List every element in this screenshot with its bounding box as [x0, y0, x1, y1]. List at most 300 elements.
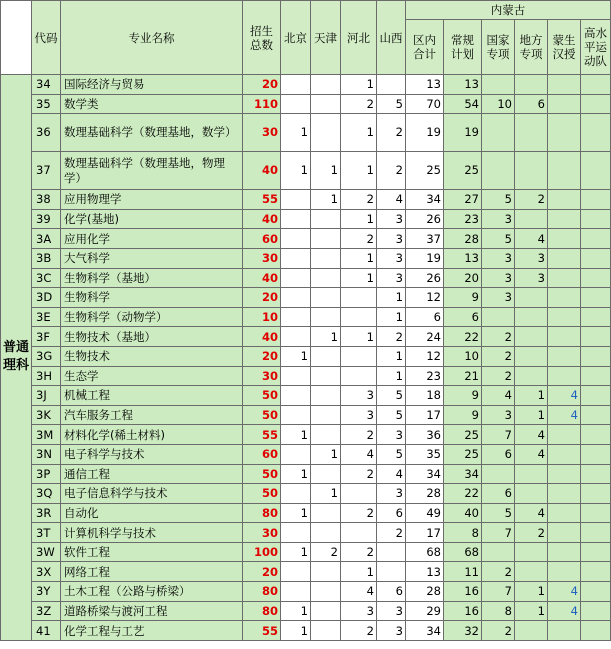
cell-national: 7	[482, 582, 515, 602]
cell-mongol: 4	[548, 601, 581, 621]
cell-quota: 110	[243, 94, 281, 114]
cell-code: 36	[32, 114, 61, 152]
table-row	[1, 621, 611, 641]
cell-quota: 20	[243, 75, 281, 95]
cell-tj	[311, 268, 341, 288]
table-row	[1, 523, 611, 543]
cell-national: 6	[482, 444, 515, 464]
cell-hb: 2	[341, 542, 377, 562]
table-row	[1, 601, 611, 621]
cell-hb: 2	[341, 229, 377, 249]
cell-regular: 27	[444, 190, 482, 210]
table-row	[1, 268, 611, 288]
cell-name: 软件工程	[61, 542, 243, 562]
cell-code: 3D	[32, 288, 61, 308]
cell-regular: 54	[444, 94, 482, 114]
cell-name: 数理基础科学（数理基地，物理学）	[61, 152, 243, 190]
cell-code: 3M	[32, 425, 61, 445]
table-body	[1, 75, 611, 641]
cell-quota: 55	[243, 190, 281, 210]
cell-code: 3R	[32, 503, 61, 523]
cell-name: 生物科学	[61, 288, 243, 308]
cell-name: 计算机科学与技术	[61, 523, 243, 543]
cell-sport	[581, 209, 611, 229]
cell-national: 3	[482, 248, 515, 268]
cell-hb	[341, 484, 377, 504]
cell-mongol	[548, 542, 581, 562]
cell-sport	[581, 327, 611, 347]
cell-national: 7	[482, 523, 515, 543]
cell-sx: 3	[377, 248, 406, 268]
table-row	[1, 405, 611, 425]
header-quota: 招生总数	[243, 1, 281, 75]
cell-code: 3J	[32, 386, 61, 406]
table-row	[1, 562, 611, 582]
cell-mongol	[548, 484, 581, 504]
cell-name: 电子科学与技术	[61, 444, 243, 464]
table-row	[1, 425, 611, 445]
cell-total: 34	[406, 621, 444, 641]
cell-hb	[341, 346, 377, 366]
table-row	[1, 307, 611, 327]
cell-tj	[311, 94, 341, 114]
cell-sport	[581, 542, 611, 562]
cell-local: 2	[515, 523, 548, 543]
cell-national: 2	[482, 562, 515, 582]
cell-mongol	[548, 425, 581, 445]
cell-bj: 1	[281, 621, 311, 641]
cell-mongol: 4	[548, 582, 581, 602]
cell-hb: 3	[341, 405, 377, 425]
cell-local: 1	[515, 386, 548, 406]
cell-total: 26	[406, 209, 444, 229]
header-shanxi: 山西	[377, 1, 406, 75]
cell-name: 大气科学	[61, 248, 243, 268]
cell-code: 41	[32, 621, 61, 641]
cell-regular: 23	[444, 209, 482, 229]
cell-quota: 50	[243, 386, 281, 406]
cell-sx	[377, 75, 406, 95]
cell-total: 34	[406, 190, 444, 210]
cell-sport	[581, 484, 611, 504]
cell-total: 13	[406, 75, 444, 95]
cell-bj	[281, 229, 311, 249]
cell-regular: 32	[444, 621, 482, 641]
header-nm-total: 区内合计	[406, 20, 444, 75]
cell-local: 6	[515, 94, 548, 114]
cell-sport	[581, 444, 611, 464]
cell-sx: 5	[377, 386, 406, 406]
cell-code: 3Z	[32, 601, 61, 621]
cell-local	[515, 327, 548, 347]
cell-regular: 6	[444, 307, 482, 327]
cell-regular: 25	[444, 152, 482, 190]
cell-mongol	[548, 503, 581, 523]
cell-quota: 30	[243, 248, 281, 268]
header-hebei: 河北	[341, 1, 377, 75]
cell-tj	[311, 386, 341, 406]
header-nm-local: 地方专项	[515, 20, 548, 75]
cell-local: 3	[515, 248, 548, 268]
table-row	[1, 542, 611, 562]
cell-hb: 4	[341, 582, 377, 602]
cell-code: 3B	[32, 248, 61, 268]
cell-sx: 5	[377, 94, 406, 114]
cell-sport	[581, 523, 611, 543]
cell-name: 网络工程	[61, 562, 243, 582]
cell-sx: 1	[377, 366, 406, 386]
cell-bj	[281, 405, 311, 425]
cell-name: 生态学	[61, 366, 243, 386]
cell-total: 17	[406, 405, 444, 425]
cell-local	[515, 464, 548, 484]
cell-sx: 3	[377, 621, 406, 641]
cell-bj	[281, 484, 311, 504]
cell-regular: 34	[444, 464, 482, 484]
cell-tj	[311, 288, 341, 308]
cell-name: 数理基础科学（数理基地，数学）	[61, 114, 243, 152]
cell-regular: 40	[444, 503, 482, 523]
table-row	[1, 484, 611, 504]
table-row	[1, 94, 611, 114]
table-row	[1, 248, 611, 268]
header-blank	[1, 1, 32, 75]
cell-code: 38	[32, 190, 61, 210]
cell-bj	[281, 582, 311, 602]
cell-code: 35	[32, 94, 61, 114]
cell-code: 3K	[32, 405, 61, 425]
cell-national: 5	[482, 503, 515, 523]
cell-tj	[311, 75, 341, 95]
cell-sx: 3	[377, 484, 406, 504]
cell-bj: 1	[281, 542, 311, 562]
cell-name: 生物科学（基地）	[61, 268, 243, 288]
cell-quota: 80	[243, 601, 281, 621]
cell-tj	[311, 229, 341, 249]
cell-bj	[281, 288, 311, 308]
cell-hb: 1	[341, 248, 377, 268]
cell-name: 材料化学(稀土材料)	[61, 425, 243, 445]
cell-quota: 55	[243, 425, 281, 445]
cell-quota: 80	[243, 503, 281, 523]
cell-national: 3	[482, 209, 515, 229]
cell-hb: 1	[341, 562, 377, 582]
cell-bj: 1	[281, 114, 311, 152]
cell-tj	[311, 621, 341, 641]
cell-sx: 2	[377, 152, 406, 190]
cell-code: 37	[32, 152, 61, 190]
cell-regular: 20	[444, 268, 482, 288]
cell-local	[515, 209, 548, 229]
cell-local	[515, 542, 548, 562]
cell-sport	[581, 503, 611, 523]
cell-tj	[311, 405, 341, 425]
cell-total: 18	[406, 386, 444, 406]
cell-hb: 2	[341, 503, 377, 523]
cell-sport	[581, 425, 611, 445]
cell-local	[515, 114, 548, 152]
cell-local: 2	[515, 190, 548, 210]
cell-total: 25	[406, 152, 444, 190]
cell-name: 化学工程与工艺	[61, 621, 243, 641]
cell-code: 3T	[32, 523, 61, 543]
cell-hb: 1	[341, 268, 377, 288]
table-row	[1, 346, 611, 366]
header-tianjin: 天津	[311, 1, 341, 75]
cell-code: 3E	[32, 307, 61, 327]
cell-national: 2	[482, 346, 515, 366]
cell-tj	[311, 248, 341, 268]
cell-mongol	[548, 307, 581, 327]
cell-name: 汽车服务工程	[61, 405, 243, 425]
cell-sx: 5	[377, 405, 406, 425]
cell-mongol	[548, 523, 581, 543]
cell-quota: 10	[243, 307, 281, 327]
cell-code: 3Q	[32, 484, 61, 504]
cell-sx: 1	[377, 307, 406, 327]
cell-total: 34	[406, 464, 444, 484]
cell-code: 3H	[32, 366, 61, 386]
cell-total: 17	[406, 523, 444, 543]
cell-tj	[311, 601, 341, 621]
cell-mongol	[548, 209, 581, 229]
cell-national: 8	[482, 601, 515, 621]
cell-quota: 40	[243, 268, 281, 288]
cell-sport	[581, 562, 611, 582]
cell-quota: 20	[243, 288, 281, 308]
cell-sx: 1	[377, 346, 406, 366]
cell-sport	[581, 75, 611, 95]
table-row	[1, 114, 611, 152]
cell-bj	[281, 562, 311, 582]
cell-local	[515, 346, 548, 366]
cell-sport	[581, 621, 611, 641]
cell-regular: 13	[444, 75, 482, 95]
cell-code: 3W	[32, 542, 61, 562]
cell-sport	[581, 94, 611, 114]
cell-mongol	[548, 288, 581, 308]
cell-national: 5	[482, 190, 515, 210]
cell-bj: 1	[281, 346, 311, 366]
cell-bj	[281, 94, 311, 114]
cell-quota: 50	[243, 464, 281, 484]
cell-sport	[581, 248, 611, 268]
cell-total: 37	[406, 229, 444, 249]
cell-mongol	[548, 327, 581, 347]
cell-regular: 8	[444, 523, 482, 543]
cell-local	[515, 307, 548, 327]
cell-hb: 2	[341, 621, 377, 641]
cell-name: 土木工程（公路与桥梁）	[61, 582, 243, 602]
cell-hb: 1	[341, 114, 377, 152]
table-row	[1, 152, 611, 190]
cell-hb	[341, 307, 377, 327]
cell-sport	[581, 346, 611, 366]
cell-mongol	[548, 248, 581, 268]
cell-hb: 2	[341, 464, 377, 484]
cell-regular: 13	[444, 248, 482, 268]
cell-local: 3	[515, 268, 548, 288]
cell-quota: 40	[243, 327, 281, 347]
cell-local	[515, 75, 548, 95]
cell-code: 39	[32, 209, 61, 229]
cell-name: 生物技术（基地）	[61, 327, 243, 347]
cell-tj	[311, 464, 341, 484]
cell-total: 12	[406, 288, 444, 308]
cell-total: 19	[406, 248, 444, 268]
cell-name: 生物科学（动物学）	[61, 307, 243, 327]
cell-mongol	[548, 152, 581, 190]
cell-hb	[341, 288, 377, 308]
cell-total: 29	[406, 601, 444, 621]
cell-name: 道路桥梁与渡河工程	[61, 601, 243, 621]
cell-local: 1	[515, 582, 548, 602]
cell-sport	[581, 366, 611, 386]
cell-tj	[311, 503, 341, 523]
cell-mongol	[548, 229, 581, 249]
table-row	[1, 464, 611, 484]
cell-total: 36	[406, 425, 444, 445]
header-nm-mongol: 蒙生汉授	[548, 20, 581, 75]
cell-local	[515, 288, 548, 308]
cell-tj: 1	[311, 327, 341, 347]
category-label: 普通理科	[1, 75, 32, 641]
cell-sx: 2	[377, 523, 406, 543]
header-beijing: 北京	[281, 1, 311, 75]
cell-national: 2	[482, 327, 515, 347]
table-row	[1, 582, 611, 602]
cell-sx: 2	[377, 114, 406, 152]
cell-bj	[281, 327, 311, 347]
cell-sx	[377, 562, 406, 582]
cell-quota: 80	[243, 582, 281, 602]
cell-bj: 1	[281, 601, 311, 621]
cell-sx	[377, 542, 406, 562]
cell-name: 国际经济与贸易	[61, 75, 243, 95]
cell-local: 1	[515, 405, 548, 425]
cell-tj: 1	[311, 152, 341, 190]
cell-total: 70	[406, 94, 444, 114]
cell-name: 机械工程	[61, 386, 243, 406]
cell-total: 26	[406, 268, 444, 288]
cell-regular: 25	[444, 425, 482, 445]
cell-national: 6	[482, 484, 515, 504]
cell-national	[482, 464, 515, 484]
table-header	[1, 1, 611, 75]
cell-tj	[311, 425, 341, 445]
cell-name: 应用物理学	[61, 190, 243, 210]
cell-hb: 2	[341, 94, 377, 114]
table-row	[1, 75, 611, 95]
table-row	[1, 190, 611, 210]
table-row	[1, 327, 611, 347]
cell-quota: 60	[243, 229, 281, 249]
header-name: 专业名称	[61, 1, 243, 75]
cell-local	[515, 621, 548, 641]
cell-quota: 20	[243, 346, 281, 366]
cell-sx: 3	[377, 601, 406, 621]
cell-tj	[311, 209, 341, 229]
cell-local: 4	[515, 425, 548, 445]
cell-bj: 1	[281, 503, 311, 523]
cell-sport	[581, 229, 611, 249]
cell-sx: 3	[377, 229, 406, 249]
cell-quota: 50	[243, 405, 281, 425]
cell-mongol	[548, 268, 581, 288]
cell-mongol	[548, 444, 581, 464]
cell-local: 4	[515, 229, 548, 249]
header-code: 代码	[32, 1, 61, 75]
cell-hb: 4	[341, 444, 377, 464]
cell-bj	[281, 386, 311, 406]
cell-quota: 40	[243, 209, 281, 229]
cell-hb: 2	[341, 425, 377, 445]
cell-code: 3F	[32, 327, 61, 347]
cell-regular: 19	[444, 114, 482, 152]
header-nm-regular: 常规计划	[444, 20, 482, 75]
cell-mongol	[548, 75, 581, 95]
cell-bj	[281, 75, 311, 95]
cell-mongol	[548, 464, 581, 484]
cell-sport	[581, 601, 611, 621]
cell-local: 4	[515, 503, 548, 523]
cell-hb	[341, 366, 377, 386]
cell-name: 生物技术	[61, 346, 243, 366]
cell-hb	[341, 523, 377, 543]
cell-regular: 9	[444, 288, 482, 308]
table-row	[1, 288, 611, 308]
cell-national: 3	[482, 288, 515, 308]
cell-quota: 20	[243, 562, 281, 582]
cell-national	[482, 307, 515, 327]
cell-national: 2	[482, 621, 515, 641]
cell-national: 3	[482, 268, 515, 288]
cell-sx: 3	[377, 268, 406, 288]
cell-hb: 1	[341, 209, 377, 229]
cell-national: 4	[482, 386, 515, 406]
cell-mongol	[548, 346, 581, 366]
cell-local: 1	[515, 601, 548, 621]
cell-tj	[311, 523, 341, 543]
cell-regular: 68	[444, 542, 482, 562]
cell-bj	[281, 268, 311, 288]
cell-national	[482, 542, 515, 562]
cell-local	[515, 562, 548, 582]
cell-total: 28	[406, 582, 444, 602]
cell-code: 3C	[32, 268, 61, 288]
cell-bj	[281, 248, 311, 268]
cell-tj	[311, 307, 341, 327]
cell-mongol	[548, 621, 581, 641]
cell-sport	[581, 190, 611, 210]
header-neimenggu: 内蒙古	[406, 1, 611, 20]
cell-code: 34	[32, 75, 61, 95]
cell-sx: 4	[377, 464, 406, 484]
cell-bj: 1	[281, 464, 311, 484]
header-nm-national: 国家专项	[482, 20, 515, 75]
cell-sx: 1	[377, 288, 406, 308]
cell-national: 2	[482, 366, 515, 386]
cell-tj	[311, 346, 341, 366]
cell-sport	[581, 288, 611, 308]
cell-code: 3P	[32, 464, 61, 484]
cell-name: 电子信息科学与技术	[61, 484, 243, 504]
cell-code: 3G	[32, 346, 61, 366]
cell-hb: 3	[341, 386, 377, 406]
cell-bj	[281, 190, 311, 210]
cell-total: 28	[406, 484, 444, 504]
cell-total: 23	[406, 366, 444, 386]
